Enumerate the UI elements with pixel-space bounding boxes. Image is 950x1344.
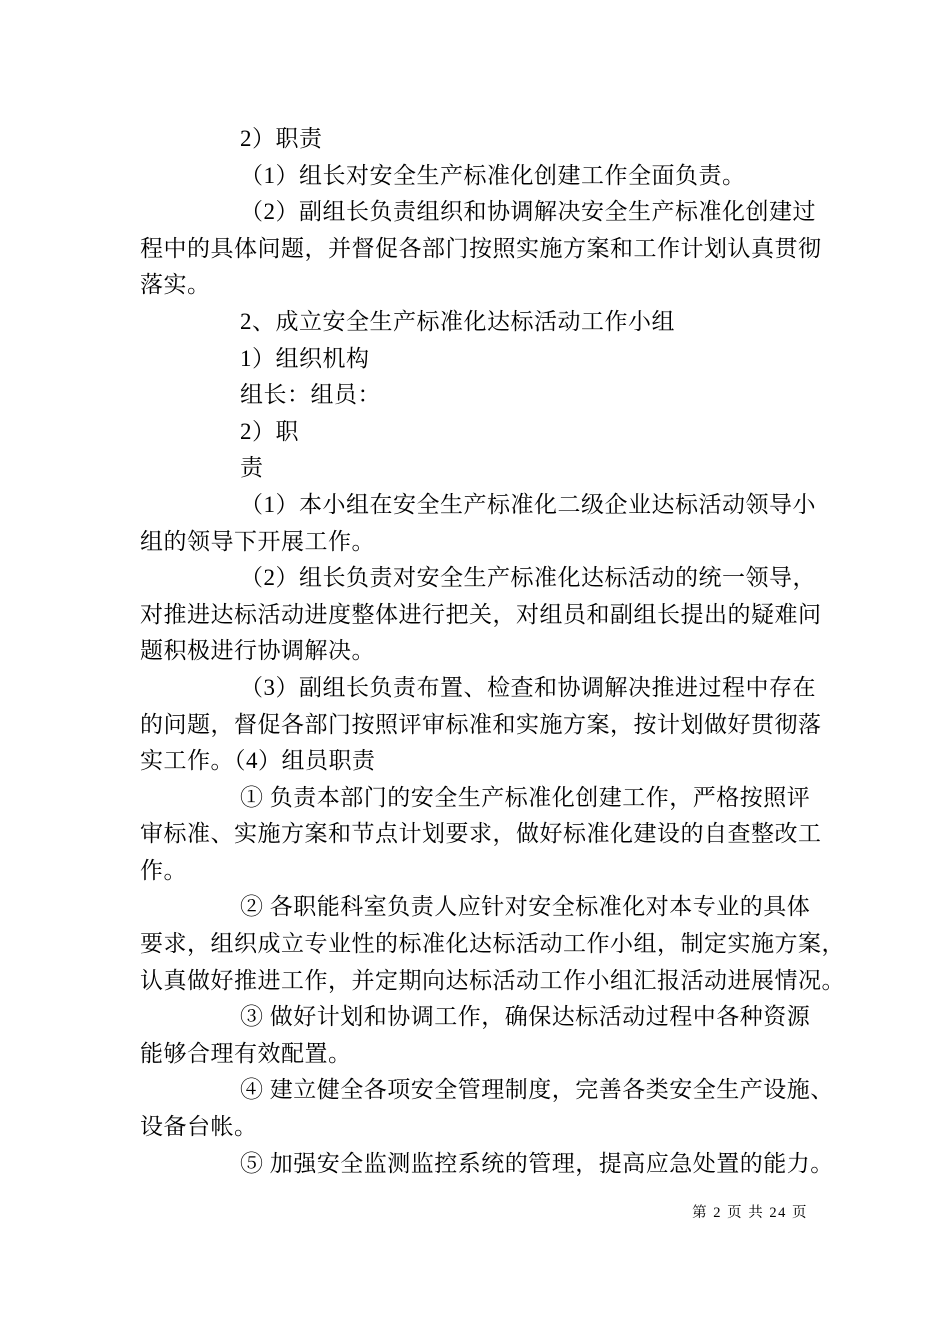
text-line: 2）职	[240, 418, 299, 444]
text-line: 责	[240, 455, 264, 481]
text-line: 要求，组织成立专业性的标准化达标活动工作小组，制定实施方案，	[140, 931, 845, 957]
text-line: 作。	[140, 857, 187, 883]
text-line: ⑤ 加强安全监测监控系统的管理，提高应急处置的能力。	[240, 1150, 834, 1176]
text-line: （1）本小组在安全生产标准化二级企业达标活动领导小	[240, 491, 816, 517]
text-line: 对推进达标活动进度整体进行把关，对组员和副组长提出的疑难问	[140, 601, 822, 627]
document-body	[140, 121, 845, 1182]
text-line: 程中的具体问题，并督促各部门按照实施方案和工作计划认真贯彻	[140, 235, 822, 261]
text-line: ② 各职能科室负责人应针对安全标准化对本专业的具体	[240, 894, 811, 920]
text-line: 认真做好推进工作，并定期向达标活动工作小组汇报活动进展情况。	[140, 967, 845, 993]
text-line: 1）组织机构	[240, 345, 370, 371]
text-line: ④ 建立健全各项安全管理制度，完善各类安全生产设施、	[240, 1077, 834, 1103]
text-line: 2）职责	[240, 126, 323, 151]
text-line: 2、成立安全生产标准化达标活动工作小组	[240, 308, 675, 334]
text-line: 落实。	[140, 272, 211, 298]
text-line: 设备台帐。	[140, 1114, 258, 1140]
text-line: （1）组长对安全生产标准化创建工作全面负责。	[240, 162, 746, 188]
text-line: （2）副组长负责组织和协调解决安全生产标准化创建过	[240, 199, 816, 225]
text-line: 能够合理有效配置。	[140, 1040, 352, 1066]
text-line: 题积极进行协调解决。	[140, 638, 375, 664]
text-line: 的问题，督促各部门按照评审标准和实施方案，按计划做好贯彻落	[140, 711, 822, 737]
text-line: ③ 做好计划和协调工作，确保达标活动过程中各种资源	[240, 1004, 811, 1030]
text-line: 组的领导下开展工作。	[140, 528, 375, 554]
text-line: ① 负责本部门的安全生产标准化创建工作，严格按照评	[240, 784, 811, 810]
text-line: （2）组长负责对安全生产标准化达标活动的统一领导，	[240, 565, 816, 591]
text-line: 组长：组员：	[240, 382, 381, 408]
page-number: 第 2 页 共 24 页	[692, 1205, 808, 1221]
text-line: 实工作。（4）组员职责	[140, 748, 376, 774]
text-line: 审标准、实施方案和节点计划要求，做好标准化建设的自查整改工	[140, 821, 822, 847]
text-line: （3）副组长负责布置、检查和协调解决推进过程中存在	[240, 674, 816, 700]
